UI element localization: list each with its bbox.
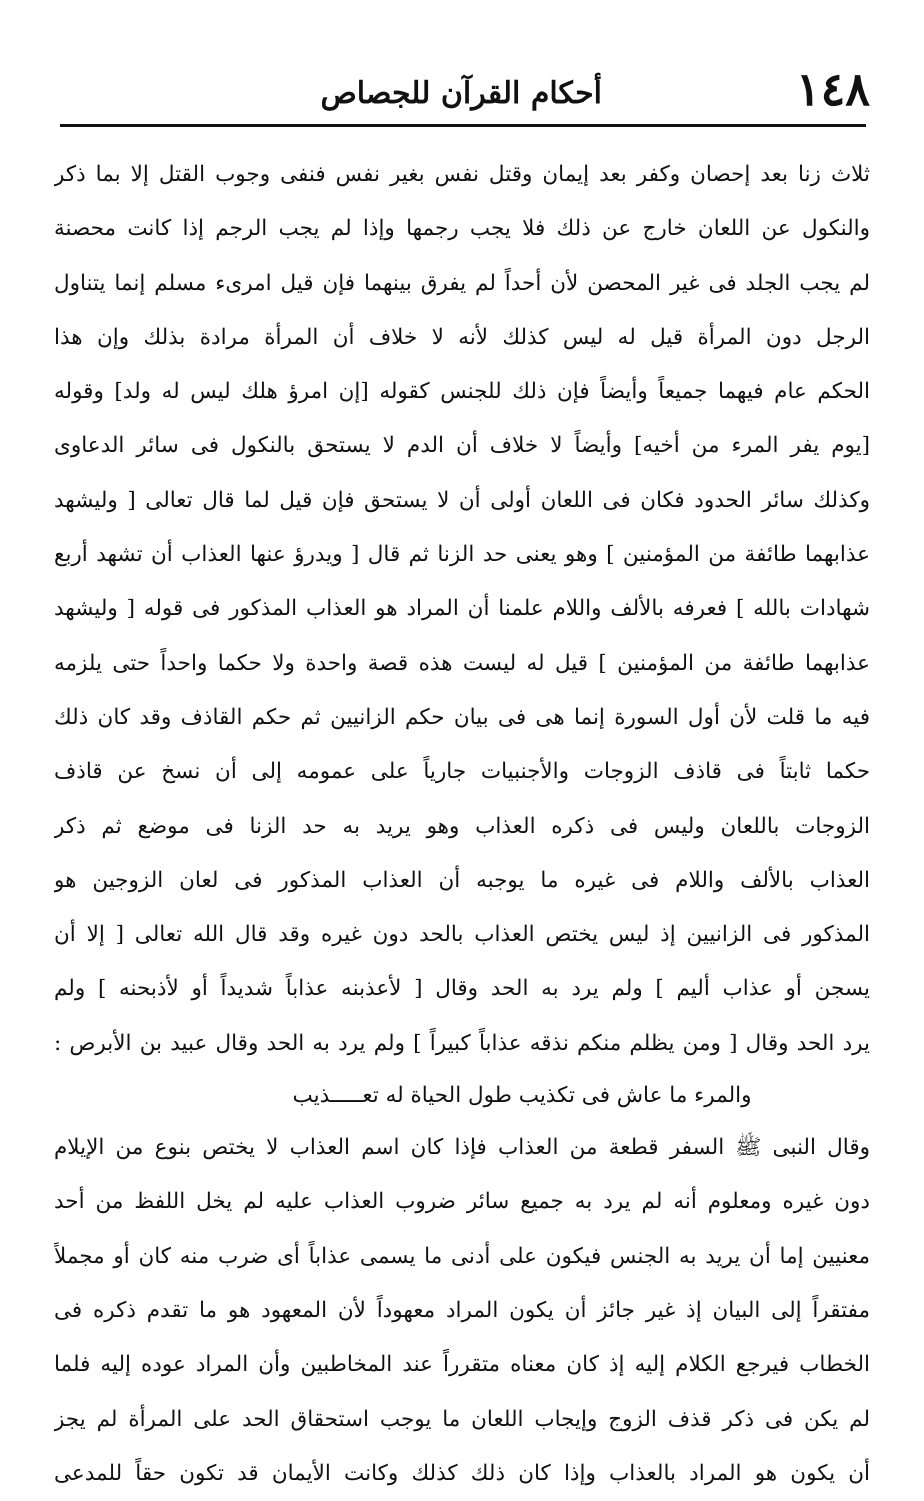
text-line: حكما ثابتاً فى قاذف الزوجات والأجنبيات جارياً على عمومه إلى أن نسخ عن قاذف bbox=[54, 759, 870, 785]
text-line: عذابهما طائفة من المؤمنين ] وهو يعنى حد الزنا ثم قال [ ويدرؤ عنها العذاب أن تشهد أربع bbox=[54, 542, 870, 568]
text-line: عذابهما طائفة من المؤمنين ] قيل له ليست هذه قصة واحدة ولا حكما واحداً حتى يلزمه bbox=[54, 650, 870, 676]
text-line: أن يكون هو المراد بالعذاب وإذا كان ذلك كذلك وكانت الأيمان قد تكون حقاً للمدعى bbox=[54, 1460, 870, 1486]
text-line: الحكم عام فيهما جميعاً وأيضاً فإن ذلك للجنس كقوله [إن امرؤ هلك ليس له ولد] وقوله bbox=[54, 379, 870, 405]
text-line: وكذلك سائر الحدود فكان فى اللعان أولى أن لا يستحق فإن قيل لما قال تعالى [ وليشهد bbox=[54, 487, 870, 513]
text-line: الرجل دون المرأة قيل له ليس كذلك لأنه لا خلاف أن المرأة مرادة بذلك وإن هذا bbox=[54, 324, 870, 350]
text-line: مفتقراً إلى البيان إذ غير جائز أن يكون المراد معهوداً لأن المعهود هو ما تقدم ذكره فى bbox=[54, 1297, 870, 1323]
page-header bbox=[58, 60, 870, 120]
header-divider bbox=[60, 124, 866, 127]
book-title: أحكام القرآن للجصاص bbox=[320, 76, 602, 111]
text-line: والنكول عن اللعان خارج عن ذلك فلا يجب رجمها وإذا لم يجب الرجم إذا كانت محصنة bbox=[54, 216, 870, 242]
text-line: [يوم يفر المرء من أخيه] وأيضاً لا خلاف أن الدم لا يستحق بالنكول فى سائر الدعاوى bbox=[54, 433, 870, 459]
text-line: ثلاث زنا بعد إحصان وكفر بعد إيمان وقتل نفس بغير نفس فنفى وجوب القتل إلا بما ذكر bbox=[54, 162, 870, 187]
text-line: المذكور فى الزانيين إذ ليس يختص العذاب بالحد دون غيره وقد قال الله تعالى [ إلا أن bbox=[54, 922, 870, 948]
text-line: معنيين إما أن يريد به الجنس فيكون على أدنى ما يسمى عذاباً أى ضرب منه كان أو مجملاً bbox=[54, 1243, 870, 1269]
body-text bbox=[54, 148, 870, 1501]
poetry-verse: والمرء ما عاش فى تكذيب طول الحياة له تعـــــذيب bbox=[292, 1083, 752, 1109]
text-line: دون غيره ومعلوم أنه لم يرد به جميع سائر ضروب العذاب عليه لم يخل اللفظ من أحد bbox=[54, 1189, 870, 1215]
text-line: يرد الحد وقال [ ومن يظلم منكم نذقه عذاباً كبيراً ] ولم يرد به الحد وقال عبيد بن الأبرص : bbox=[54, 1030, 870, 1056]
text-line: لم يجب الجلد فى غير المحصن لأن أحداً لم يفرق بينهما فإن قيل امرىء مسلم إنما يتناول bbox=[54, 270, 870, 296]
text-line: شهادات بالله ] فعرفه بالألف واللام علمنا أن المراد هو العذاب المذكور فى قوله [ وليشهد bbox=[54, 596, 870, 622]
page-number: ١٤٨ bbox=[795, 62, 870, 116]
text-line: وقال النبى ﷺ السفر قطعة من العذاب فإذا كان اسم العذاب لا يختص بنوع من الإيلام bbox=[54, 1135, 870, 1161]
text-line: العذاب بالألف واللام فى غيره ما يوجبه أن العذاب المذكور فى لعان الزوجين هو bbox=[54, 867, 870, 893]
text-line: الخطاب فيرجع الكلام إليه إذ كان معناه متقرراً عند المخاطبين وأن المراد عوده إليه فلما bbox=[54, 1352, 870, 1378]
text-line: الزوجات باللعان وليس فى ذكره العذاب وهو يريد به حد الزنا فى موضع ثم ذكر bbox=[54, 813, 870, 839]
text-line: يسجن أو عذاب أليم ] ولم يرد به الحد وقال [ لأعذبنه عذاباً شديداً أو لأذبحنه ] ولم bbox=[54, 976, 870, 1002]
text-line: فيه ما قلت لأن أول السورة إنما هى فى بيان حكم الزانيين ثم حكم القاذف وقد كان ذلك bbox=[54, 704, 870, 730]
text-line: لم يكن فى ذكر قذف الزوج وإيجاب اللعان ما يوجب استحقاق الحد على المرأة لم يجز bbox=[54, 1406, 870, 1432]
